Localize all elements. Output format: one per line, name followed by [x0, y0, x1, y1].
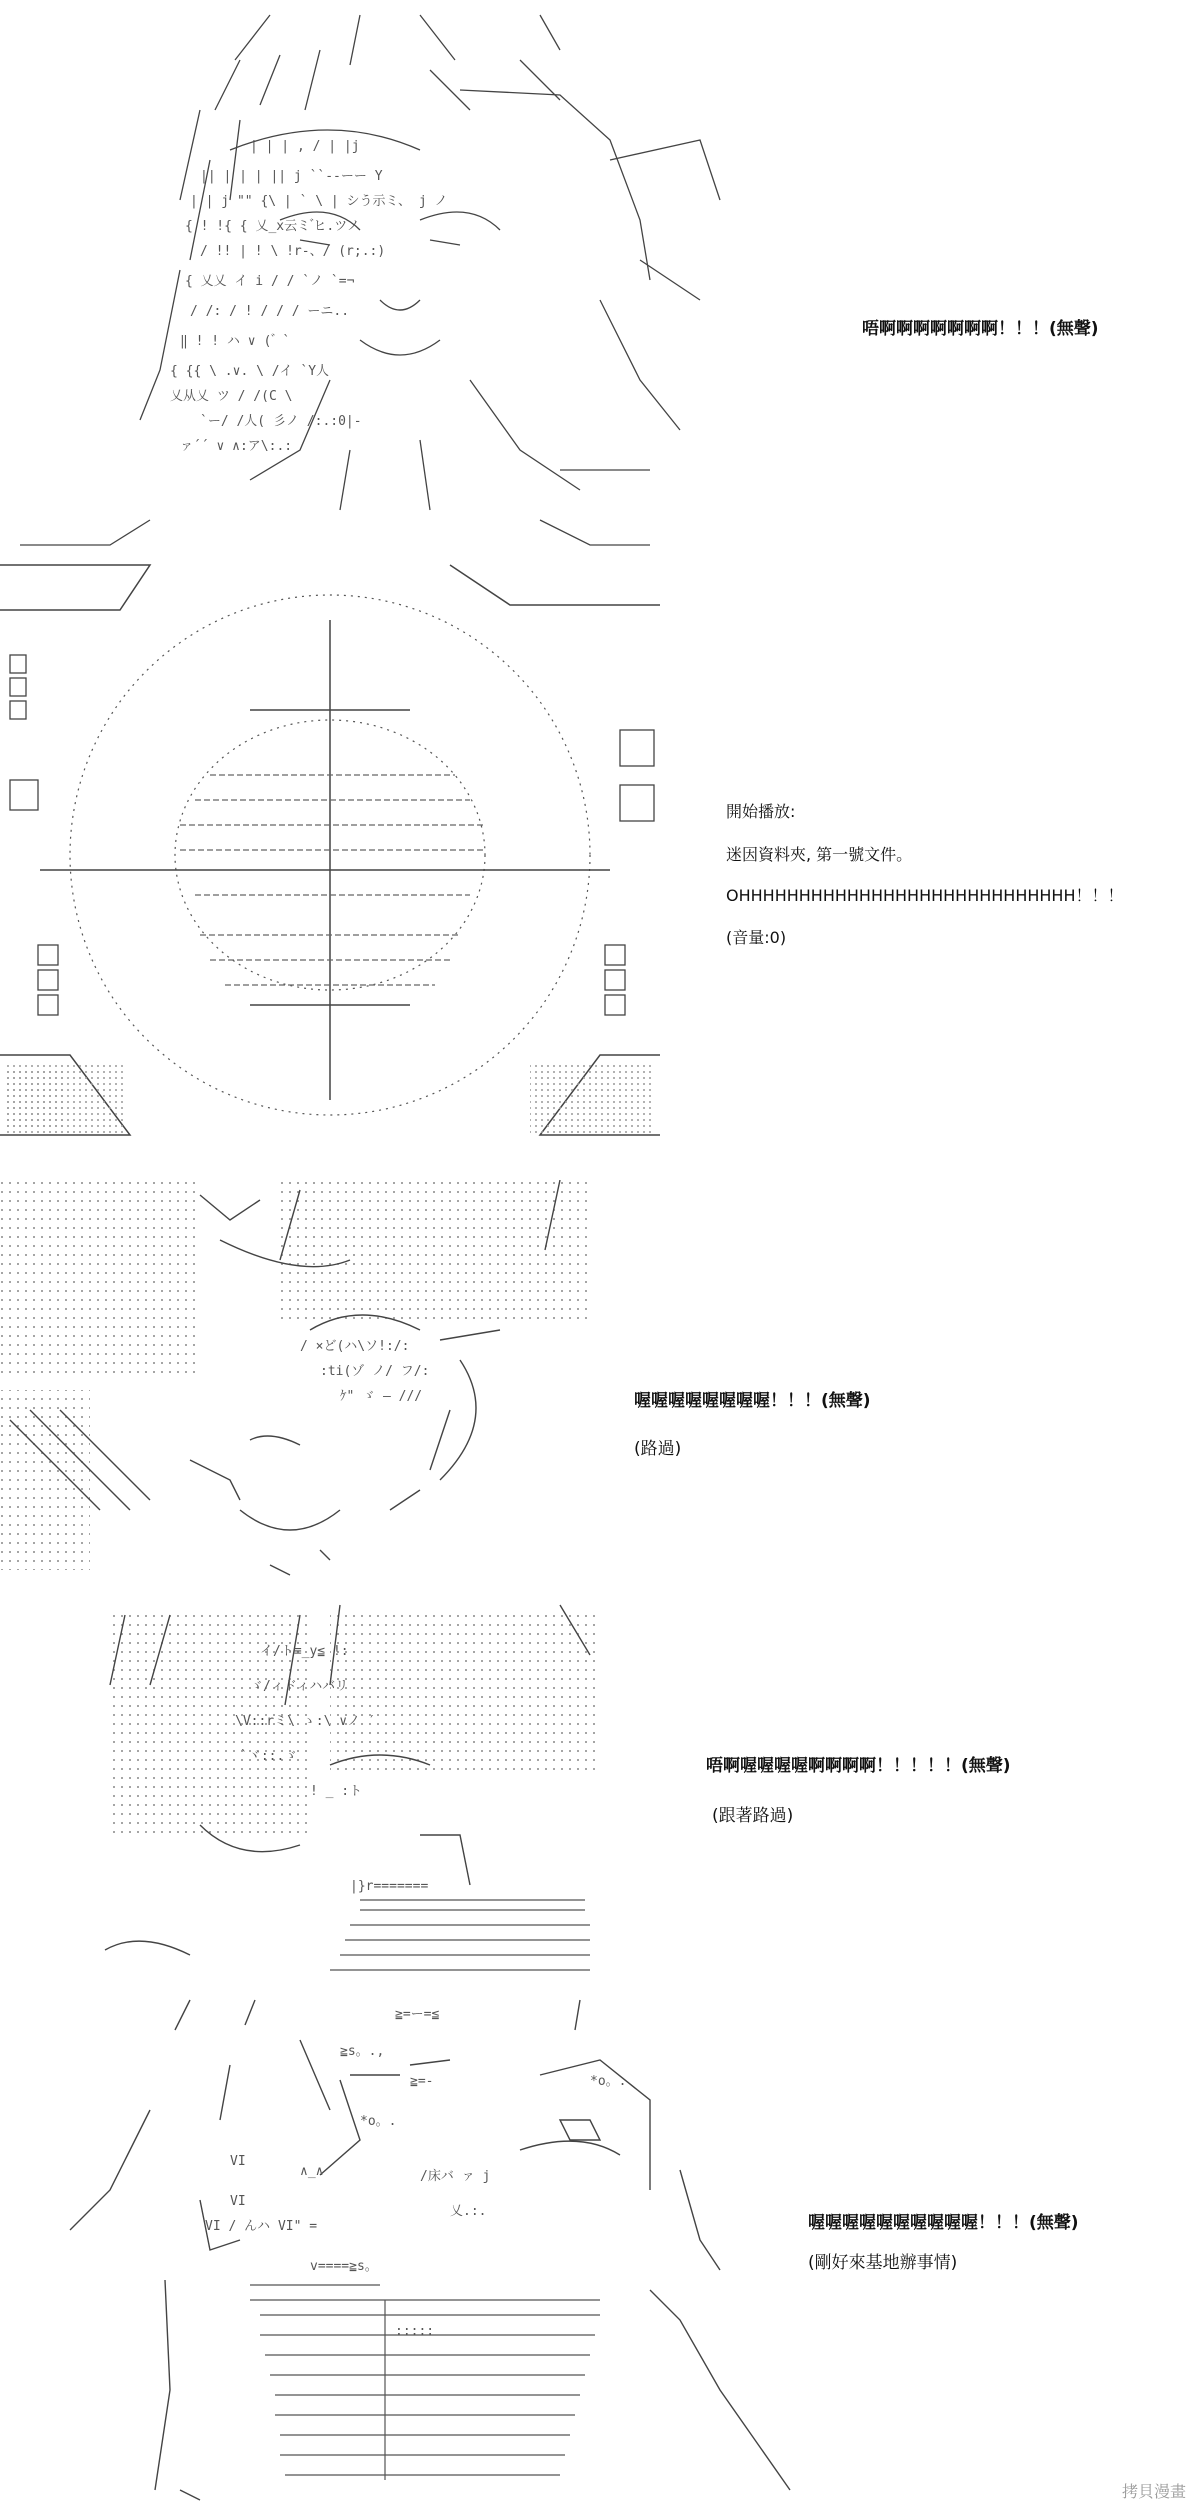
- svg-text:≧=ー=≦: ≧=ー=≦: [395, 2007, 440, 2022]
- panel-2-caption-line-4: (音量:0): [726, 928, 787, 947]
- svg-text:{ {{ \ .∨. \ /イ `Y人: { {{ \ .∨. \ /イ `Y人: [170, 364, 330, 379]
- svg-text:`ー/ /人( 彡ノ /:.:0|-: `ー/ /人( 彡ノ /:.:0|-: [200, 414, 362, 429]
- svg-text:/ ×ど(ハ\ソ!:/:: / ×ど(ハ\ソ!:/:: [300, 1339, 410, 1354]
- svg-text:\V::rミ\ ゝ:\ ∨ノ ′: \V::rミ\ ゝ:\ ∨ノ ′: [235, 1714, 376, 1729]
- ascii-art-crosshair-scope: [0, 560, 660, 1160]
- svg-text:乂从乂 ツ / /(C \: 乂从乂 ツ / /(C \: [170, 389, 293, 404]
- panel-3: [0, 1180, 1200, 1580]
- svg-text:≧=-: ≧=-: [410, 2074, 434, 2089]
- panel-3-subcaption: (路過): [634, 1439, 682, 1459]
- svg-text:! _ :ト: ! _ :ト: [310, 1784, 363, 1799]
- svg-text:/ !! | ! \ !r‐、/ (r;.:): / !! | ! \ !r‐、/ (r;.:): [200, 244, 386, 259]
- panel-4-subcaption: (跟著路過): [712, 1806, 794, 1826]
- svg-text:{ 乂乂 イ i / / `ノ `=¬: { 乂乂 イ i / / `ノ `=¬: [185, 274, 355, 289]
- svg-text:∧_∧: ∧_∧: [300, 2164, 324, 2179]
- panel-3-caption: 喔喔喔喔喔喔喔喔！！！(無聲): [634, 1391, 871, 1411]
- svg-text:`ヾ::.ゞ: `ヾ::.ゞ: [240, 1749, 298, 1764]
- panel-1-caption: 唔啊啊啊啊啊啊啊！！！(無聲): [862, 319, 1099, 339]
- watermark-text: 拷貝漫畫: [1121, 2482, 1186, 2501]
- ascii-art-face-closeup: [0, 1180, 600, 1580]
- svg-text::::::: :::::: [395, 2324, 435, 2339]
- panel-2-caption-line-3: OHHHHHHHHHHHHHHHHHHHHHHHHHHHH！！！: [726, 886, 1124, 905]
- ascii-art-girl-crying: [0, 0, 760, 560]
- svg-text:*o。.: *o。.: [590, 2074, 627, 2089]
- svg-text:乂.:.: 乂.:.: [450, 2204, 487, 2219]
- svg-text:ゞ/ィドィハバリ: ゞ/ィドィハバリ: [250, 1679, 349, 1694]
- svg-text:‖ ! ! ハ ∨ ( ゙ `: ‖ ! ! ハ ∨ ( ゙ `: [180, 334, 291, 349]
- svg-text:| | j "" {\ | ` \ | シう示ミ、 j: | | j "" {\ | ` \ | シう示ミ、 j ノ: [190, 194, 448, 209]
- svg-text:|}r=======: |}r=======: [350, 1879, 429, 1894]
- svg-text:ァ´´ ∨ ∧:ア\:.:: ァ´´ ∨ ∧:ア\:.:: [180, 439, 293, 454]
- svg-text:| | | , / | |j: | | | , / | |j: [250, 139, 360, 154]
- ascii-art-hooded-figure: [0, 1595, 640, 1985]
- panel-4: [0, 1595, 1200, 1985]
- panel-1: [0, 0, 1200, 560]
- svg-text:{ ! !{ { 乂_x云ミ ゙ヒ.ツノ: { ! !{ { 乂_x云ミ ゙ヒ.ツノ: [185, 219, 360, 234]
- svg-text:VI / んハ VI" =: VI / んハ VI" =: [205, 2219, 318, 2234]
- svg-text:VI: VI: [230, 2154, 246, 2169]
- panel-5-subcaption: (剛好來基地辦事情): [808, 2253, 958, 2273]
- svg-text:/床バ ァ j: /床バ ァ j: [420, 2169, 491, 2184]
- svg-text::ti(ゾ ノ/ フ/:: :ti(ゾ ノ/ フ/:: [320, 1364, 430, 1379]
- svg-text:≧s。.,: ≧s。.,: [340, 2044, 385, 2059]
- panel-5-caption: 喔喔喔喔喔喔喔喔喔喔！！！(無聲): [808, 2213, 1079, 2233]
- ascii-art-character-with-bag: [0, 1990, 800, 2510]
- panel-5: [0, 1990, 1200, 2510]
- panel-2-caption-line-1: 開始播放:: [726, 802, 796, 821]
- svg-text:/ /: / ! / / / ーニ..: / /: / ! / / / ーニ..: [190, 304, 350, 319]
- panel-4-caption: 唔啊喔喔喔喔啊啊啊啊！！！！！(無聲): [706, 1756, 1011, 1776]
- svg-text:|| | | | || j ``--ーー Y: || | | | || j ``--ーー Y: [200, 169, 383, 184]
- panel-2-caption-line-2: 迷因資料夾, 第一號文件。: [726, 845, 913, 864]
- svg-text:イ/ト≡_y≦ !:: イ/ト≡_y≦ !:: [260, 1644, 349, 1659]
- svg-text:VI: VI: [230, 2194, 246, 2209]
- svg-text:*o。.: *o。.: [360, 2114, 397, 2129]
- panel-2: [0, 560, 1200, 1160]
- svg-text:ｹ" ゞ ― ///: ｹ" ゞ ― ///: [340, 1389, 423, 1404]
- svg-text:v====≧s。: v====≧s。: [310, 2259, 378, 2274]
